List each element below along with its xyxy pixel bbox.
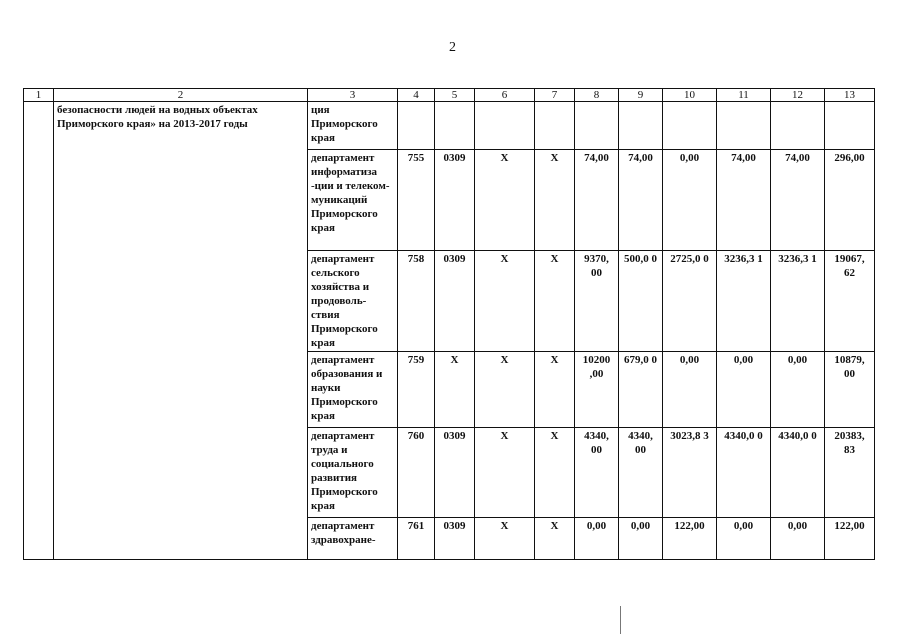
value-cell: 4340, 00 bbox=[619, 428, 663, 518]
code-cell: 761 bbox=[398, 518, 435, 560]
code-cell: 759 bbox=[398, 352, 435, 428]
value-cell: 679,0 0 bbox=[619, 352, 663, 428]
value-cell: 3236,3 1 bbox=[717, 251, 771, 352]
value-cell: 4340,0 0 bbox=[717, 428, 771, 518]
value-cell: 3023,8 3 bbox=[663, 428, 717, 518]
dept-cell: ция Приморского края bbox=[308, 102, 398, 150]
value-cell: 74,00 bbox=[771, 150, 825, 251]
col-header: 1 bbox=[24, 89, 54, 102]
value-cell: 4340, 00 bbox=[575, 428, 619, 518]
code-cell: 760 bbox=[398, 428, 435, 518]
x-cell: Х bbox=[535, 352, 575, 428]
col-header: 10 bbox=[663, 89, 717, 102]
col-header: 9 bbox=[619, 89, 663, 102]
value-cell: 0,00 bbox=[663, 352, 717, 428]
dept-cell: департамент труда и социального развития Приморского края bbox=[308, 428, 398, 518]
value-cell: 0,00 bbox=[771, 352, 825, 428]
col-header: 4 bbox=[398, 89, 435, 102]
x-cell: Х bbox=[475, 251, 535, 352]
section-cell: 0309 bbox=[435, 518, 475, 560]
section-cell: 0309 bbox=[435, 428, 475, 518]
x-cell: Х bbox=[535, 150, 575, 251]
x-cell: Х bbox=[475, 150, 535, 251]
value-cell: 4340,0 0 bbox=[771, 428, 825, 518]
dept-cell: департамент информатиза -ции и телеком- муникаций Приморского края bbox=[308, 150, 398, 251]
table-row bbox=[24, 102, 875, 150]
page-number: 2 bbox=[449, 40, 456, 55]
total-cell: 296,00 bbox=[825, 150, 875, 251]
value-cell: 0,00 bbox=[771, 518, 825, 560]
code-cell: 758 bbox=[398, 251, 435, 352]
value-cell: 122,00 bbox=[663, 518, 717, 560]
col-header: 8 bbox=[575, 89, 619, 102]
value-cell: 0,00 bbox=[717, 518, 771, 560]
x-cell: Х bbox=[475, 518, 535, 560]
col-header: 11 bbox=[717, 89, 771, 102]
col-header: 7 bbox=[535, 89, 575, 102]
value-cell: 0,00 bbox=[575, 518, 619, 560]
scan-artifact-line bbox=[620, 606, 621, 634]
value-cell: 74,00 bbox=[575, 150, 619, 251]
value-cell: 74,00 bbox=[619, 150, 663, 251]
dept-cell: департамент образования и науки Приморского края bbox=[308, 352, 398, 428]
code-cell: 755 bbox=[398, 150, 435, 251]
value-cell: 3236,3 1 bbox=[771, 251, 825, 352]
dept-cell: департамент сельского хозяйства и продоволь- ствия Приморского края bbox=[308, 251, 398, 352]
value-cell: 0,00 bbox=[619, 518, 663, 560]
col-header: 3 bbox=[308, 89, 398, 102]
program-title: безопасности людей на водных объектах Приморского края» на 2013-2017 годы bbox=[54, 102, 308, 560]
budget-table bbox=[23, 88, 875, 560]
col-header: 2 bbox=[54, 89, 308, 102]
value-cell: 500,0 0 bbox=[619, 251, 663, 352]
col-header: 12 bbox=[771, 89, 825, 102]
total-cell: 122,00 bbox=[825, 518, 875, 560]
x-cell: Х bbox=[535, 518, 575, 560]
section-cell: Х bbox=[435, 352, 475, 428]
value-cell: 0,00 bbox=[663, 150, 717, 251]
total-cell: 19067, 62 bbox=[825, 251, 875, 352]
col-header: 13 bbox=[825, 89, 875, 102]
section-cell: 0309 bbox=[435, 150, 475, 251]
dept-cell: департамент здравохране- bbox=[308, 518, 398, 560]
total-cell: 20383, 83 bbox=[825, 428, 875, 518]
section-cell: 0309 bbox=[435, 251, 475, 352]
value-cell: 10200 ,00 bbox=[575, 352, 619, 428]
x-cell: Х bbox=[475, 352, 535, 428]
total-cell: 10879, 00 bbox=[825, 352, 875, 428]
x-cell: Х bbox=[475, 428, 535, 518]
x-cell: Х bbox=[535, 428, 575, 518]
col-header: 5 bbox=[435, 89, 475, 102]
col1-cell bbox=[24, 102, 54, 560]
col-header: 6 bbox=[475, 89, 535, 102]
x-cell: Х bbox=[535, 251, 575, 352]
value-cell: 74,00 bbox=[717, 150, 771, 251]
value-cell: 0,00 bbox=[717, 352, 771, 428]
column-number-row bbox=[24, 89, 875, 102]
value-cell: 9370, 00 bbox=[575, 251, 619, 352]
value-cell: 2725,0 0 bbox=[663, 251, 717, 352]
